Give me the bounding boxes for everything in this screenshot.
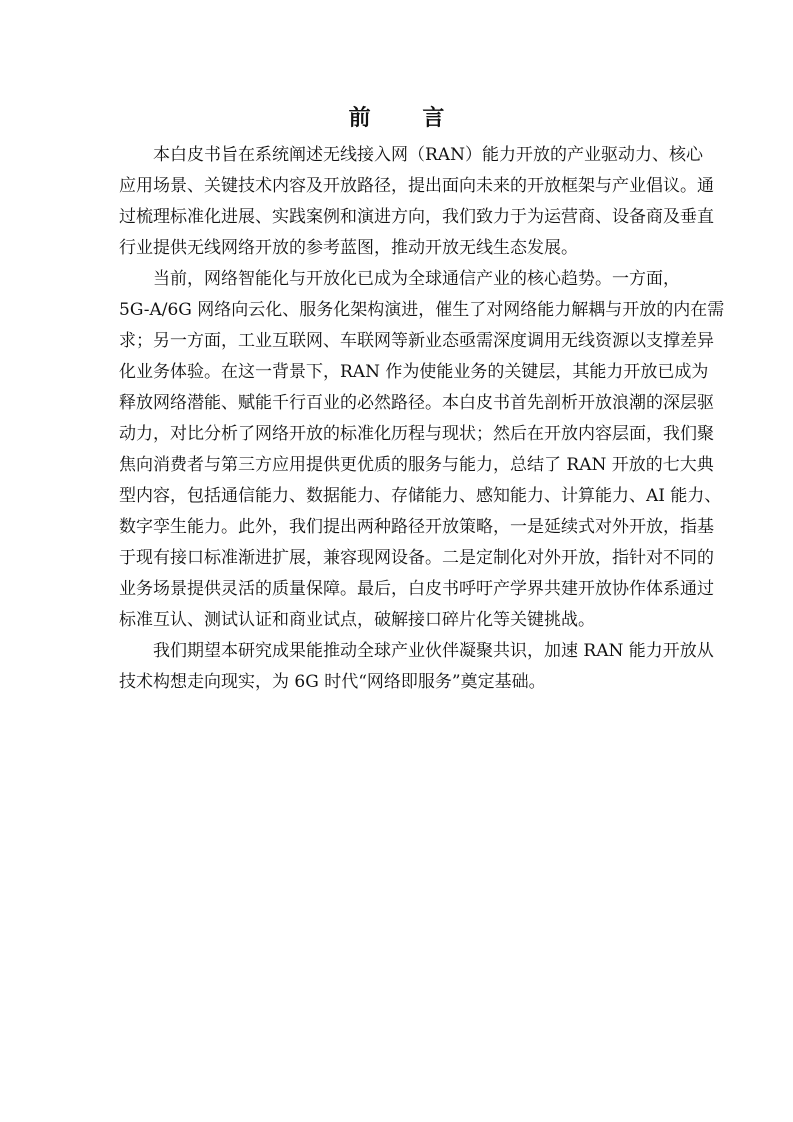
text-line: 本白皮书旨在系统阐述无线接入网（RAN）能力开放的产业驱动力、核心 xyxy=(153,145,703,165)
paragraph xyxy=(119,140,714,264)
text-line: 焦向消费者与第三方应用提供更优质的服务与能力，总结了 RAN 开放的七大典 xyxy=(119,455,714,475)
text-line: 化业务体验。在这一背景下，RAN 作为使能业务的关键层，其能力开放已成为 xyxy=(119,362,709,382)
text-line: 释放网络潜能、赋能千行百业的必然路径。本白皮书首先剖析开放浪潮的深层驱 xyxy=(119,393,714,413)
text-line: 应用场景、关键技术内容及开放路径，提出面向未来的开放框架与产业倡议。通 xyxy=(119,176,714,196)
page-title: 前 言 xyxy=(348,105,467,131)
text-line: 业务场景提供灵活的质量保障。最后，白皮书呼吁产学界共建开放协作体系通过 xyxy=(119,579,714,599)
text-line: 过梳理标准化进展、实践案例和演进方向，我们致力于为运营商、设备商及垂直 xyxy=(119,207,714,227)
text-line: 行业提供无线网络开放的参考蓝图，推动开放无线生态发展。 xyxy=(119,238,578,258)
text-line: 5G-A/6G 网络向云化、服务化架构演进，催生了对网络能力解耦与开放的内在需 xyxy=(119,300,725,320)
text-line: 技术构想走向现实，为 6G 时代“网络即服务”奠定基础。 xyxy=(119,672,546,692)
paragraph xyxy=(119,636,714,698)
text-line: 求；另一方面，工业互联网、车联网等新业态亟需深度调用无线资源以支撑差异 xyxy=(119,331,714,351)
preface-body xyxy=(119,140,725,698)
text-line: 当前，网络智能化与开放化已成为全球通信产业的核心趋势。一方面， xyxy=(153,269,680,289)
text-line: 动力，对比分析了网络开放的标准化历程与现状；然后在开放内容层面，我们聚 xyxy=(119,424,714,444)
text-line: 于现有接口标准渐进扩展，兼容现网设备。二是定制化对外开放，指针对不同的 xyxy=(119,548,714,568)
text-line: 我们期望本研究成果能推动全球产业伙伴凝聚共识，加速 RAN 能力开放从 xyxy=(153,641,714,661)
text-line: 型内容，包括通信能力、数据能力、存储能力、感知能力、计算能力、AI 能力、 xyxy=(119,486,722,506)
paragraph xyxy=(119,264,725,636)
text-line: 标准互认、测试认证和商业试点，破解接口碎片化等关键挑战。 xyxy=(119,610,595,630)
text-line: 数字孪生能力。此外，我们提出两种路径开放策略，一是延续式对外开放，指基 xyxy=(119,517,714,537)
